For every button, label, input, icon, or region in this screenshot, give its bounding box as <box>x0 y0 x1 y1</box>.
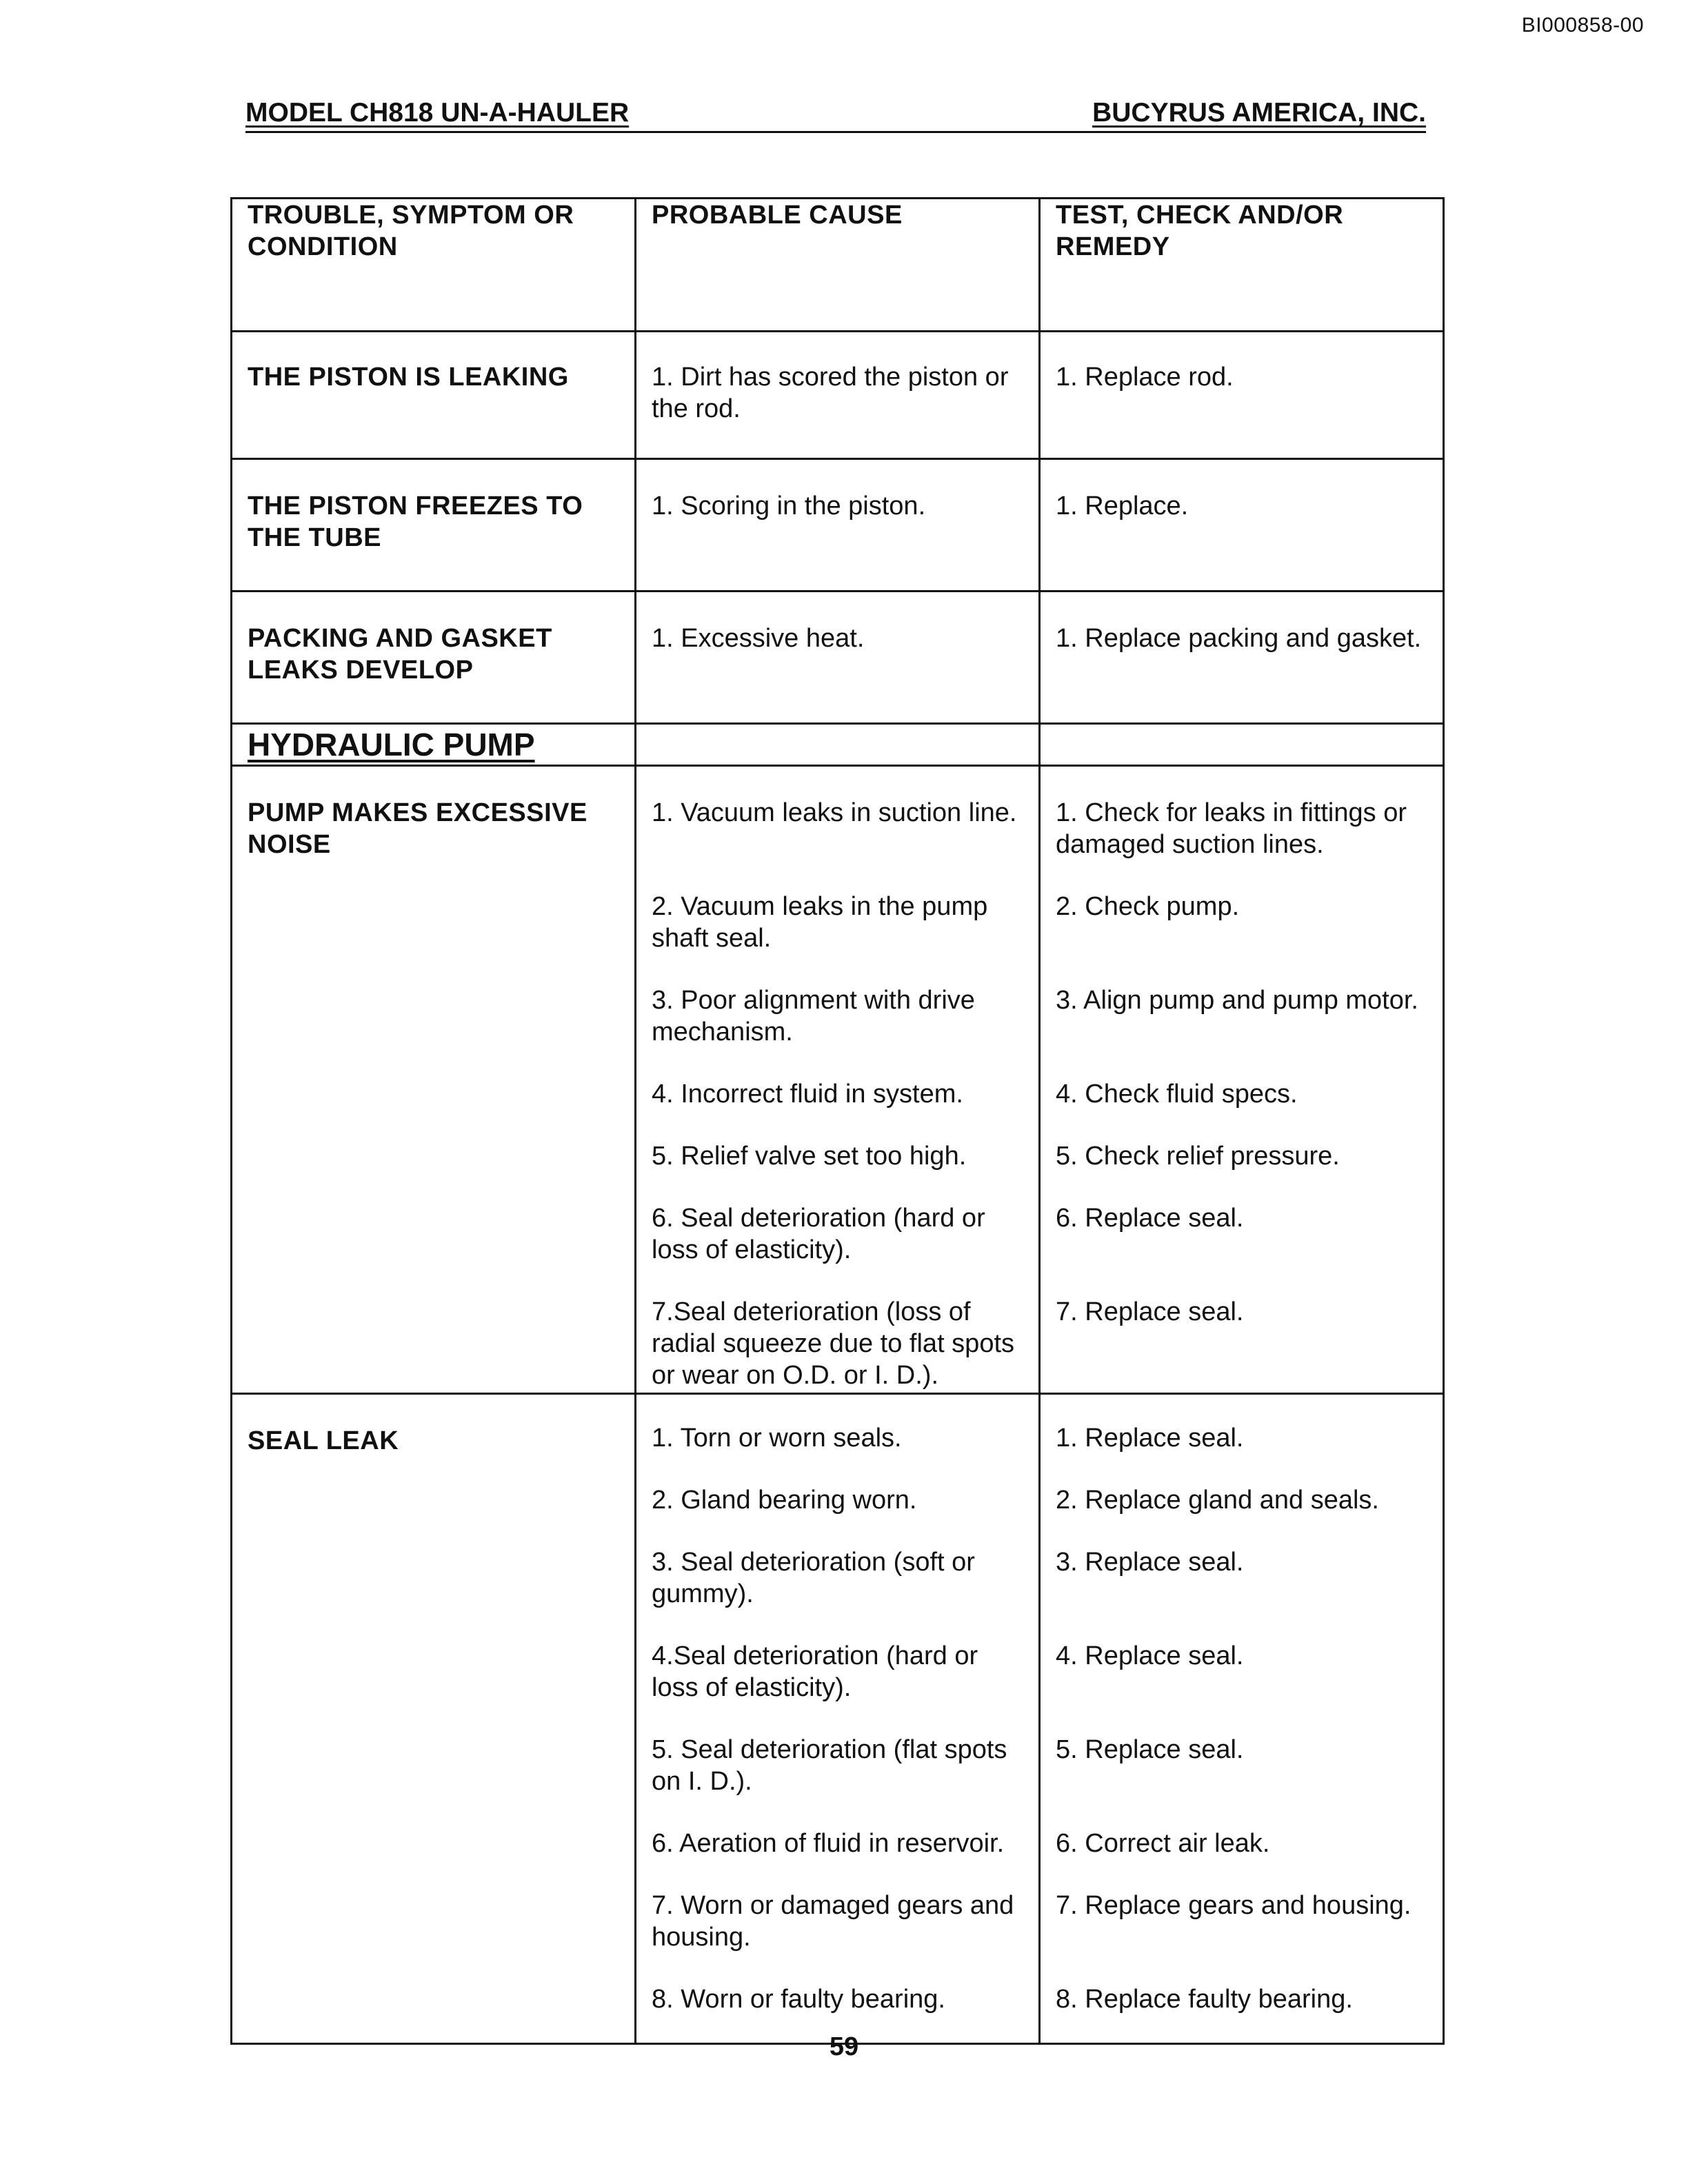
remedy-entry: 5. Check relief pressure. <box>1056 1142 1340 1171</box>
cause-entry: 3. Seal deterioration (soft or gummy). <box>652 1548 975 1608</box>
table-header-row <box>232 199 1444 332</box>
remedy-entry: 1. Replace rod. <box>1056 363 1234 392</box>
table-row <box>232 332 1444 459</box>
remedy-entry: 4. Replace seal. <box>1056 1641 1244 1670</box>
remedy-entry: 8. Replace faulty bearing. <box>1056 1985 1353 2014</box>
header-model: MODEL CH818 UN-A-HAULER <box>245 98 630 128</box>
remedy-entry: 6. Correct air leak. <box>1056 1829 1270 1858</box>
table-row <box>232 1394 1444 2044</box>
remedy-entry: 4. Check fluid specs. <box>1056 1080 1298 1109</box>
page-header <box>245 98 1426 133</box>
cause-entry: 1. Vacuum leaks in suction line. <box>652 798 1017 827</box>
table-row <box>232 592 1444 724</box>
document-id: BI000858-00 <box>1521 14 1644 37</box>
cause-entry: 4. Incorrect fluid in system. <box>652 1080 963 1109</box>
symptom-cell: SEAL LEAK <box>248 1426 399 1455</box>
table-row <box>232 459 1444 592</box>
page-number: 59 <box>829 2032 859 2061</box>
remedy-entry: 1. Replace seal. <box>1056 1424 1244 1453</box>
column-header: PROBABLE CAUSE <box>636 199 1040 332</box>
remedy-entry: 3. Replace seal. <box>1056 1548 1244 1577</box>
cause-entry: 1. Dirt has scored the piston or the rod. <box>652 363 1009 423</box>
cause-entry: 5. Relief valve set too high. <box>652 1142 967 1171</box>
cause-entry: 7.Seal deterioration (loss of radial squeeze due to flat spots or wear on O.D. or I. D.). <box>652 1297 1015 1390</box>
cause-entry: 4.Seal deterioration (hard or loss of elasticity). <box>652 1641 978 1702</box>
cause-entry: 7. Worn or damaged gears and housing. <box>652 1891 1014 1952</box>
cause-entry: 5. Seal deterioration (flat spots on I. D.). <box>652 1735 1007 1796</box>
troubleshooting-table <box>230 197 1445 2045</box>
cause-entry: 2. Gland bearing worn. <box>652 1486 917 1515</box>
symptom-cell: THE PISTON IS LEAKING <box>248 363 569 392</box>
remedy-entry: 1. Replace. <box>1056 492 1189 520</box>
symptom-cell: THE PISTON FREEZES TO THE TUBE <box>248 492 583 552</box>
cause-entry: 8. Worn or faulty bearing. <box>652 1985 945 2014</box>
cause-entry: 1. Excessive heat. <box>652 624 865 653</box>
symptom-cell: PACKING AND GASKET LEAKS DEVELOP <box>248 624 552 685</box>
header-company: BUCYRUS AMERICA, INC. <box>1092 98 1426 128</box>
cause-entry: 6. Seal deterioration (hard or loss of elasticity). <box>652 1204 985 1264</box>
remedy-entry: 1. Check for leaks in fittings or damaged suction lines. <box>1056 798 1407 859</box>
table-row <box>232 766 1444 1394</box>
remedy-entry: 7. Replace gears and housing. <box>1056 1891 1411 1920</box>
remedy-entry: 7. Replace seal. <box>1056 1297 1244 1326</box>
remedy-entry: 1. Replace packing and gasket. <box>1056 624 1422 653</box>
column-header: TROUBLE, SYMPTOM OR CONDITION <box>232 199 636 332</box>
section-title: HYDRAULIC PUMP <box>248 727 535 762</box>
remedy-entry: 2. Replace gland and seals. <box>1056 1486 1379 1515</box>
cause-entry: 6. Aeration of fluid in reservoir. <box>652 1829 1005 1858</box>
remedy-entry: 3. Align pump and pump motor. <box>1056 986 1418 1015</box>
column-header: TEST, CHECK AND/OR REMEDY <box>1040 199 1444 332</box>
cause-entry: 1. Scoring in the piston. <box>652 492 926 520</box>
remedy-entry: 6. Replace seal. <box>1056 1204 1244 1233</box>
cause-entry: 2. Vacuum leaks in the pump shaft seal. <box>652 892 988 953</box>
remedy-entry: 2. Check pump. <box>1056 892 1240 921</box>
cause-entry: 3. Poor alignment with drive mechanism. <box>652 986 975 1046</box>
cause-entry: 1. Torn or worn seals. <box>652 1424 902 1453</box>
remedy-entry: 5. Replace seal. <box>1056 1735 1244 1764</box>
symptom-cell: PUMP MAKES EXCESSIVE NOISE <box>248 798 587 859</box>
section-row <box>232 724 1444 766</box>
